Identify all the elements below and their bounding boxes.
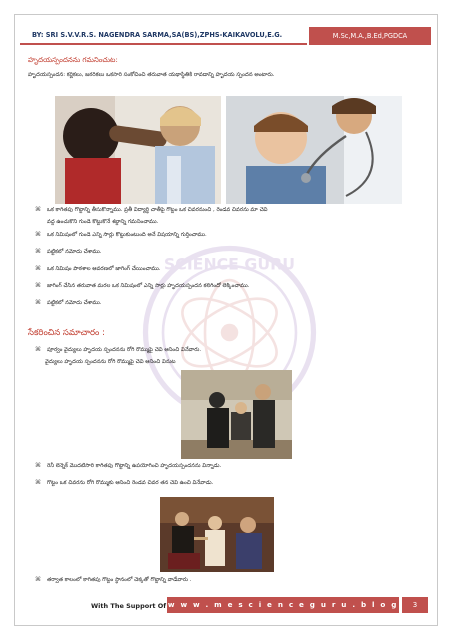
list-item: వద్ద ఉంచుకొని గుండె కొట్టుకొనే శబ్దాన్ని గమనించాము. (47, 219, 159, 225)
laennec-stethoscope-painting (160, 497, 274, 572)
list-item: ⌘ గొట్టం ఒక చివరను రోగి రొమ్ముకు ఆనించి రెండవ చివర తన చెవి ఉంచి వినేవాడు. (35, 479, 214, 486)
bullet-icon: ⌘ (35, 479, 41, 486)
bullet-icon: ⌘ (35, 248, 41, 255)
list-item: ⌘ పట్టికలో నమోదు చేశాము. (35, 248, 102, 255)
footer-blog-url[interactable]: w w w . m e s c i e n c e g u r u . b l o g s p o t . i n (167, 597, 399, 613)
list-item: ⌘ పట్టికలో నమోదు చేశాము. (35, 299, 102, 306)
list-item: ⌘ ఒక నిమిషంలో గుండె ఎన్ని సార్లు కొట్టుకుంటుంది అనే విషయాన్ని గుర్తించాము. (35, 231, 207, 238)
bullet-icon: ⌘ (35, 576, 41, 583)
page-number: 3 (400, 597, 428, 613)
collected-info-title: సేకరించిన సమాచారం : (28, 328, 105, 338)
bullet-icon: ⌘ (35, 265, 41, 272)
list-item: ⌘ ఒక నిమిషం పాఠశాల ఆవరణలో జాగింగ్ చేయించాము. (35, 265, 161, 272)
doctor-stethoscope-photo (226, 96, 402, 204)
list-item: ⌘ రెనీ లెన్నెక్ మొదటిసారి కాగితపు గొట్టాన్ని ఉపయోగించి హృదయస్పందనను విన్నాడు. (35, 462, 222, 469)
bullet-icon: ⌘ (35, 462, 41, 469)
list-item: ⌘ జాగింగ్ చేసిన తరువాత మరల ఒక నిమిషంలో ఎన్ని సార్లు హృదయస్పందన కలిగిందో లెక్కించాము. (35, 282, 250, 289)
section-title: హృదయస్పందనను గమనించుట: (28, 56, 118, 64)
bullet-icon: ⌘ (35, 231, 41, 238)
list-item: ⌘ తర్వాత కాలంలో కాగితపు గొట్టం స్థానంలో చెక్కతో గొట్టాన్ని వాడేవారు . (35, 576, 192, 583)
intro-definition: హృదయస్పందన: కర్ణికలు, జఠరికలు ఒకసారి సంకోచించి తరువాత యథాస్థితికి రావడాన్ని హృదయ స్పందన అంటారు. (28, 72, 275, 78)
footer-support-text: With The Support Of (91, 602, 167, 610)
list-item: ⌘ ఒక కాగితపు గొట్టాన్ని తీసుకొన్నాము. ప్రతీ విద్యార్థి చాతీపై గొట్టం ఒక చివరనుంచి , రెండవ చివరను మా చెవి (35, 206, 268, 213)
bullet-icon: ⌘ (35, 206, 41, 213)
children-paper-tube-photo (55, 96, 221, 204)
watermark-text: SCIENCE GURU (163, 254, 296, 274)
author-line: BY: SRI S.V.V.R.S. NAGENDRA SARMA,SA(BS),ZPHS-KAIKAVOLU,E.G. (20, 27, 307, 45)
bullet-icon: ⌘ (35, 299, 41, 306)
bullet-icon: ⌘ (35, 282, 41, 289)
qualifications-badge: M.Sc,M.A.,B.Ed,PGDCA (309, 27, 431, 45)
header (20, 27, 431, 45)
list-item: వైద్యులు హృదయ స్పందనను రోగి రొమ్ముపై చెవి ఆనించి వినుట (45, 359, 176, 365)
bullet-icon: ⌘ (35, 346, 41, 353)
historical-auscultation-painting (181, 370, 292, 459)
list-item: ⌘ పూర్వం వైద్యులు హృదయ స్పందనను రోగి రొమ్ముపై చెవి ఆనించి వినేవారు. (35, 346, 202, 353)
